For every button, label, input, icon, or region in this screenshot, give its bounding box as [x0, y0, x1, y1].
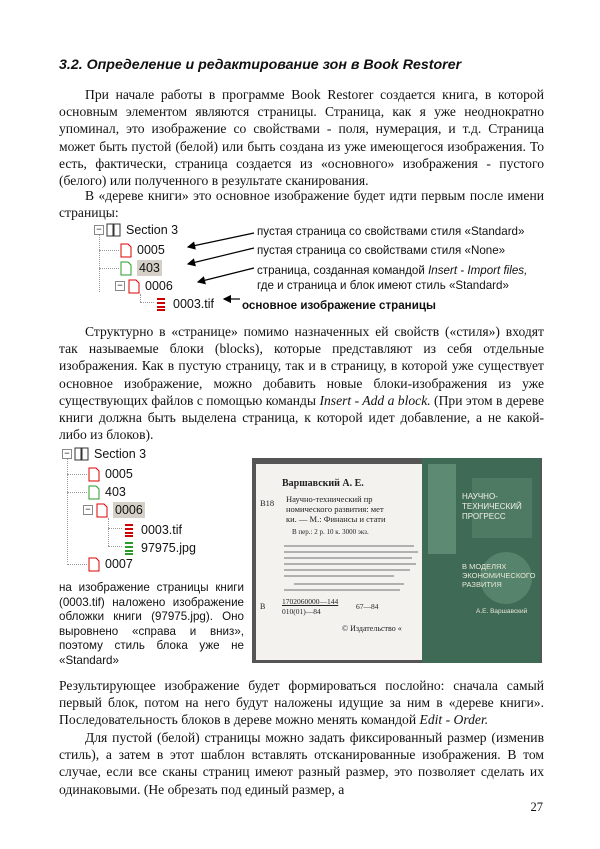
image-label: 0003.tif [141, 523, 183, 537]
scan-b-letter: B [260, 602, 266, 611]
page-label: 403 [105, 485, 126, 499]
scan-author: Варшавский А. Е. [282, 478, 364, 489]
scan-number-2: 010(01)—84 [282, 607, 321, 616]
section-heading: 3.2. Определение и редактирование зон в Book Restorer [59, 57, 462, 73]
cover-subtitle-3: РАЗВИТИЯ [462, 580, 502, 589]
scan-title-1: Научно-технический пр [286, 494, 373, 504]
scan-title-3: ки. — М.: Финансы и стати [286, 514, 386, 524]
cover-author: А.Е. Варшавский [476, 608, 528, 615]
page-red-icon [120, 243, 132, 258]
cover-title-3: ПРОГРЕСС [462, 512, 506, 521]
paragraph-tree-intro: В «дереве книги» это основное изображение будет идти первым после имени страницы: [59, 188, 544, 221]
image-file-red-icon [124, 523, 134, 537]
paragraph-intro: При начале работы в программе Book Restorer создается книга, в которой основным элементом являются страницы. Страница, как я уже неоднократно упоминал, это изображение со свойствами - поля, нумерация, и т.д. Страница может быть пустой (белой) или быть создана из уже имеющегося изображения. То есть, фактически, страница создается из «основного» изображения - пустого (белого) или полученного в результате сканирования. [59, 87, 544, 189]
page-label: 0007 [105, 557, 133, 571]
book-tree-2 [58, 446, 238, 574]
page-label: 0005 [137, 243, 165, 257]
annotation-main-image: основное изображение страницы [242, 299, 436, 312]
page-red-icon [88, 467, 100, 482]
scan-copyright: © Издательство « [342, 624, 402, 633]
cover-title-2: ТЕХНИЧЕСКИЙ [462, 502, 522, 511]
scan-price: В пер.: 2 р. 10 к. 3000 экз. [292, 528, 369, 536]
scan-title-2: номического развития: мет [286, 504, 384, 514]
page-red-icon [128, 279, 140, 294]
collapse-icon[interactable]: − [83, 505, 93, 515]
image-label: 0003.tif [173, 297, 215, 311]
page-green-icon [120, 261, 132, 276]
collapse-icon[interactable]: − [115, 281, 125, 291]
image-label: 97975.jpg [141, 541, 196, 555]
tree-section-label: Section 3 [126, 223, 179, 237]
cover-subtitle-1: В МОДЕЛЯХ [462, 562, 507, 571]
scan-preview [252, 458, 542, 663]
paragraph-blocks: Структурно в «странице» помимо назначенных ей свойств («стиля») входят так называемые блоки (blocks), которые представляют из себя отдельные изображения. Как в пустую страницу, так и в страницу, в которой уже существует основное изображение, можно добавить новые блоки-изображения из уже существующих файлов с помощью команды Insert - Add a block. (При этом в дереве книги должна быть выделена страница, к которой идет добавление, а не какой-либо из блоков). [59, 324, 545, 443]
book-cover-image [422, 458, 540, 663]
scanned-page [256, 464, 436, 660]
book-icon [106, 223, 122, 237]
page-green-icon [88, 485, 100, 500]
page-label: 0006 [145, 279, 173, 293]
page-label: 0005 [105, 467, 133, 481]
cover-title-1: НАУЧНО- [462, 492, 498, 501]
page-red-icon [88, 557, 100, 572]
page-label: 0006 [115, 503, 143, 517]
paragraph-layers: Результирующее изображение будет формироваться послойно: сначала самый первый блок, потом на него будут наложены идущие за ним в «дереве книги». Последовательность блоков в дереве можно менять командой Edit - Order. [59, 678, 544, 728]
book-icon [74, 447, 90, 461]
cover-subtitle-2: ЭКОНОМИЧЕСКОГО [462, 571, 536, 580]
scan-fine-print [284, 544, 424, 594]
tree-section-label: Section 3 [94, 447, 147, 461]
scan-number: 1702060000—144 [282, 597, 339, 606]
collapse-icon[interactable]: − [62, 449, 72, 459]
page-label: 403 [139, 261, 160, 275]
annotation-import-line2: где и страница и блок имеют стиль «Standard» [257, 279, 509, 292]
paragraph-fixed-size: Для пустой (белой) страницы можно задать фиксированный размер (изменив стиль), а затем в этот шаблон вставлять отсканированные изображения. В том случае, если все сканы страниц имеют разный размер, это позволяет сделать их одинаковыми. (Не обрезать под единый размер, а [59, 730, 544, 797]
scan-code: В18 [260, 498, 275, 508]
page-red-icon [96, 503, 108, 518]
annotation-standard: пустая страница со свойствами стиля «Standard» [257, 225, 525, 238]
image-file-green-icon [124, 541, 134, 555]
figure-caption: на изображение страницы книги (0003.tif) наложено изображение обложки книги (97975.jpg). Оно выровнено «справа и вниз», поэтому стиль блока уже не «Standard» [59, 581, 244, 667]
page-number: 27 [530, 800, 543, 814]
collapse-icon[interactable]: − [94, 225, 104, 235]
annotation-none: пустая страница со свойствами стиля «None» [257, 244, 506, 257]
cover-graphic [422, 458, 540, 663]
scan-number-3: 67—84 [356, 602, 379, 611]
annotation-import: страница, созданная командой Insert - Import files, [257, 264, 528, 277]
